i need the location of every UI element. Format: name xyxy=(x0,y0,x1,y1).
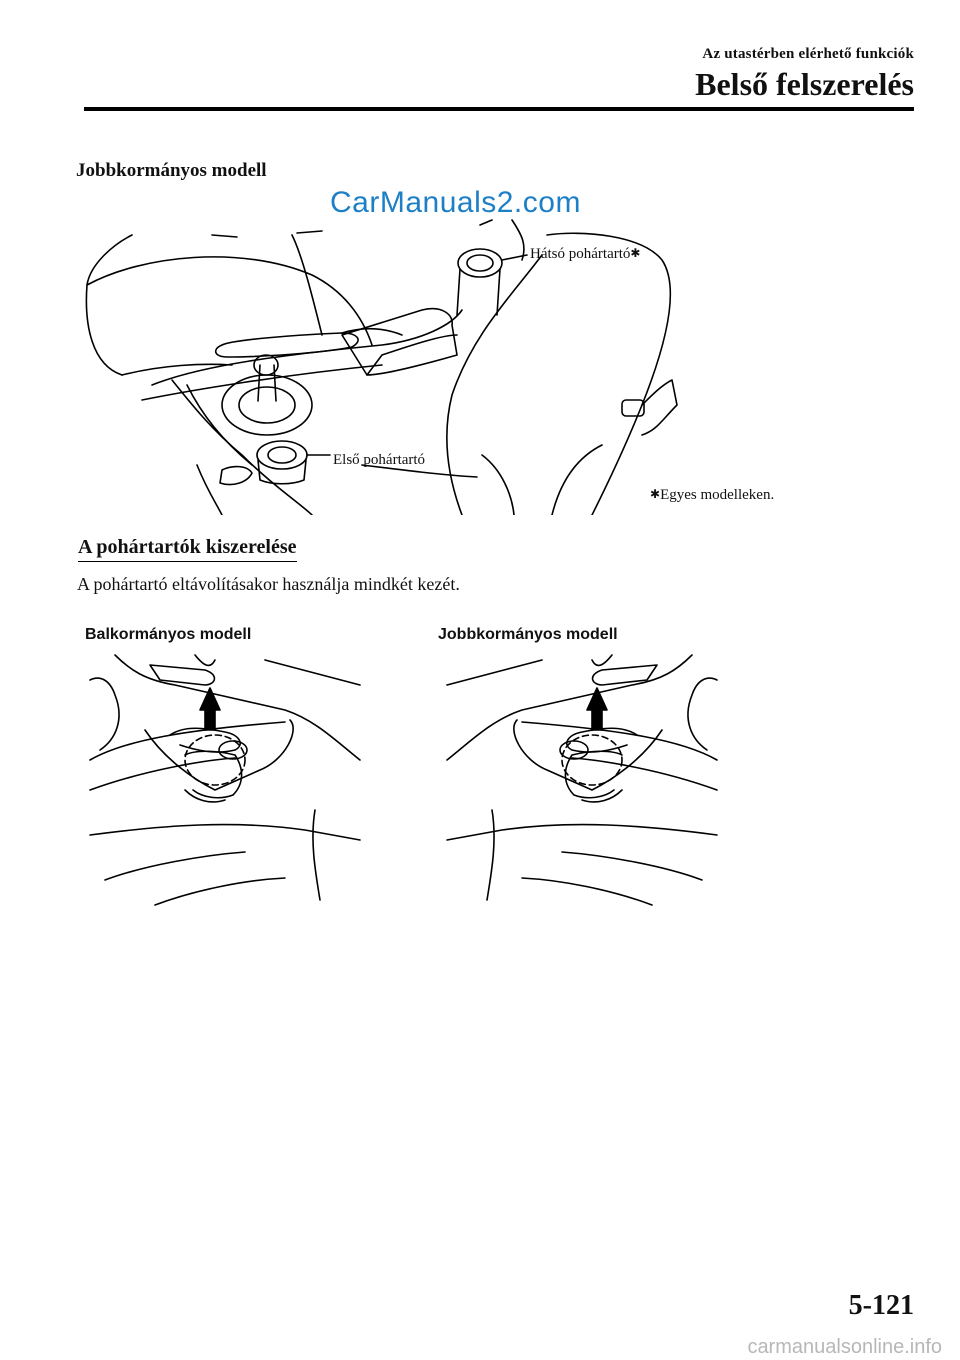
page-title: Belső felszerelés xyxy=(695,66,914,102)
section-title: Jobbkormányos modell xyxy=(76,160,267,181)
page-number: 5-121 xyxy=(848,1290,914,1321)
rhd-caption: Jobbkormányos modell xyxy=(438,626,618,643)
rear-cupholder-callout xyxy=(530,246,640,263)
optional-mark-icon: ✱ xyxy=(630,246,641,260)
lhd-removal-illustration xyxy=(85,650,365,910)
removal-body-text: A pohártartó eltávolításakor használja mindkét kezét. xyxy=(77,574,460,594)
removal-heading: A pohártartók kiszerelése xyxy=(78,536,297,562)
rear-cupholder-label: Hátsó pohártartó xyxy=(530,246,631,262)
chapter-title: Az utastérben elérhető funkciók xyxy=(702,46,914,62)
header-rule xyxy=(84,107,914,111)
console-illustration xyxy=(82,215,822,515)
footer-watermark: carmanualsonline.info xyxy=(747,1336,942,1358)
front-cupholder-label: Első pohártartó xyxy=(333,452,426,468)
watermark-logo: CarManuals2.com xyxy=(330,186,581,219)
footnote-mark-icon: ✱ xyxy=(650,487,661,501)
footnote-text: Egyes modelleken. xyxy=(660,487,775,503)
footnote xyxy=(650,487,774,504)
lhd-caption: Balkormányos modell xyxy=(85,626,252,643)
rhd-removal-illustration xyxy=(437,650,722,910)
